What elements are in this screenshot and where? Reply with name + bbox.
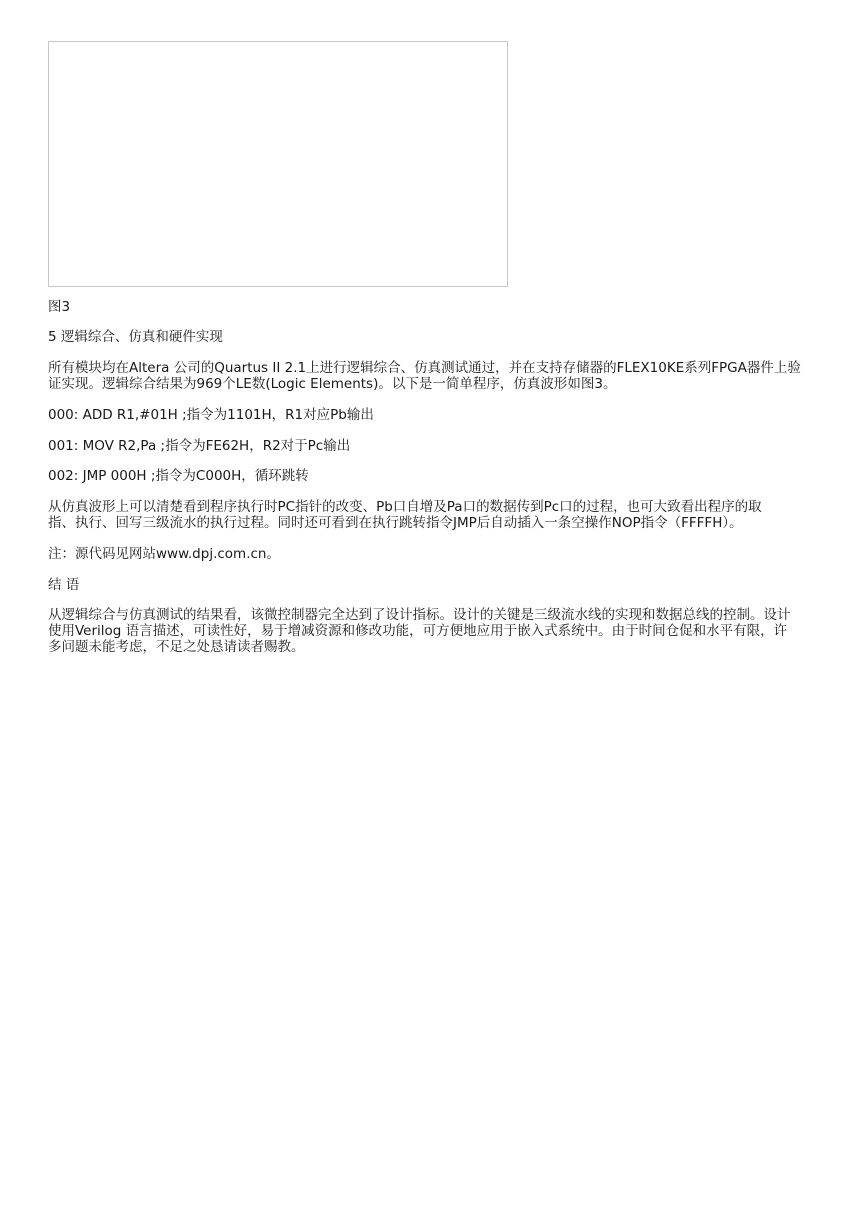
paragraph-line: 指、执行、回写三级流水的执行过程。同时还可看到在执行跳转指令JMP后自动插入一条空操作NOP指令（FFFFH）。 <box>48 515 743 531</box>
paragraph-line: 多问题未能考虑，不足之处恳请读者赐教。 <box>48 639 305 655</box>
paragraph-line: 使用Verilog 语言描述，可读性好，易于增减资源和修改功能，可方便地应用于嵌入式系统中。由于时间仓促和水平有限，许 <box>48 623 788 639</box>
code-line-001: 001: MOV R2,Pa ;指令为FE62H，R2对于Pc输出 <box>48 438 351 454</box>
figure-3-image <box>48 41 508 287</box>
paragraph-conclusion <box>48 607 823 655</box>
conclusion-heading: 结 语 <box>48 577 80 593</box>
code-line-002: 002: JMP 000H ;指令为C000H，循环跳转 <box>48 468 309 484</box>
section-heading: 5 逻辑综合、仿真和硬件实现 <box>48 329 223 345</box>
paragraph-line: 所有模块均在Altera 公司的Quartus II 2.1上进行逻辑综合、仿真测试通过，并在支持存储器的FLEX10KE系列FPGA器件上验 <box>48 360 801 376</box>
paragraph-line: 从逻辑综合与仿真测试的结果看，该微控制器完全达到了设计指标。设计的关键是三级流水线的实现和数据总线的控制。设计 <box>48 607 791 623</box>
source-note: 注：源代码见网站www.dpj.com.cn。 <box>48 546 280 562</box>
paragraph-line: 证实现。逻辑综合结果为969个LE数(Logic Elements)。以下是一简单程序，仿真波形如图3。 <box>48 376 617 392</box>
figure-caption: 图3 <box>48 299 71 315</box>
code-line-000: 000: ADD R1,#01H ;指令为1101H，R1对应Pb输出 <box>48 407 374 423</box>
paragraph-waveform <box>48 499 823 531</box>
paragraph-synthesis <box>48 360 823 392</box>
paragraph-line: 从仿真波形上可以清楚看到程序执行时PC指针的改变、Pb口自增及Pa口的数据传到Pc口的过程，也可大致看出程序的取 <box>48 499 762 515</box>
